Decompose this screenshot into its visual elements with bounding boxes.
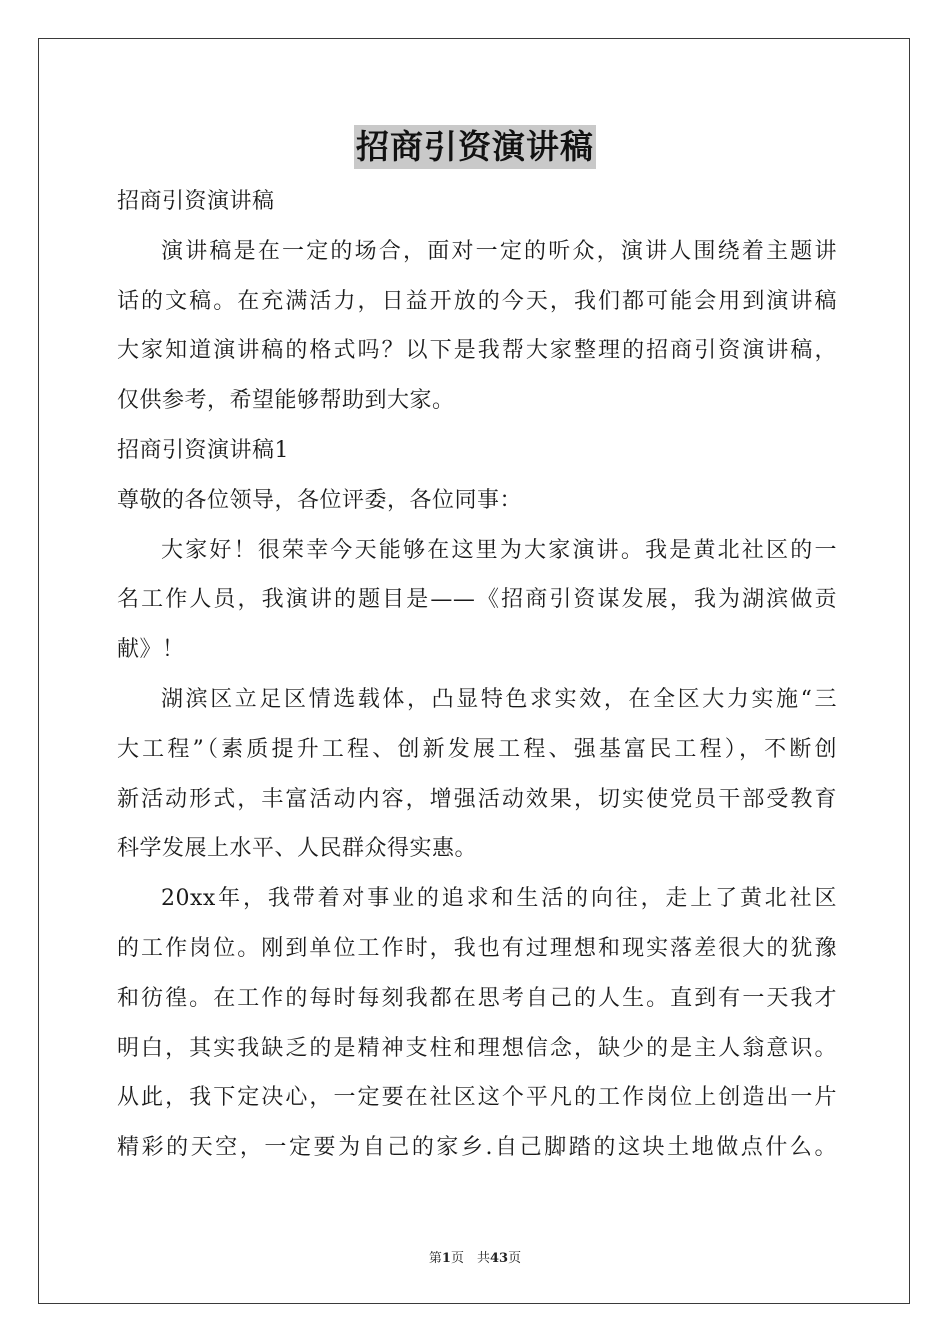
paragraph-line: 大家好！很荣幸今天能够在这里为大家演讲。我是黄北社区的一: [161, 537, 837, 563]
title-container: [0, 125, 950, 169]
subtitle-line: 招商引资演讲稿: [117, 189, 275, 214]
paragraph-line: 20xx年，我带着对事业的追求和生活的向往，走上了黄北社区: [161, 886, 837, 912]
footer-suffix: 页: [508, 1251, 522, 1266]
document-body: [117, 177, 837, 1173]
section-heading: 招商引资演讲稿1: [117, 437, 289, 463]
paragraph-line: 的工作岗位。刚到单位工作时，我也有过理想和现实落差很大的犹豫: [117, 935, 837, 961]
page-footer: [0, 1247, 950, 1266]
paragraph-line: 仅供参考，希望能够帮助到大家。: [117, 388, 455, 414]
footer-prefix: 第: [428, 1251, 442, 1266]
paragraph-line: 演讲稿是在一定的场合，面对一定的听众，演讲人围绕着主题讲: [161, 238, 837, 264]
paragraph-line: 大家知道演讲稿的格式吗？以下是我帮大家整理的招商引资演讲稿，: [117, 338, 837, 364]
footer-mid: 页 共: [450, 1251, 490, 1266]
paragraph-line: 名工作人员，我演讲的题目是——《招商引资谋发展，我为湖滨做贡: [117, 587, 837, 613]
paragraph-line: 科学发展上水平、人民群众得实惠。: [117, 836, 478, 862]
document-title: 招商引资演讲稿: [354, 125, 596, 169]
total-pages-number: 43: [489, 1251, 509, 1266]
paragraph-line: 献》！: [117, 637, 185, 663]
paragraph-line: 和彷徨。在工作的每时每刻我都在思考自己的人生。直到有一天我才: [117, 985, 837, 1011]
current-page-number: 1: [441, 1251, 451, 1266]
paragraph-line: 新活动形式，丰富活动内容，增强活动效果，切实使党员干部受教育: [117, 786, 837, 812]
paragraph-line: 从此，我下定决心，一定要在社区这个平凡的工作岗位上创造出一片: [117, 1085, 837, 1111]
paragraph-line: 湖滨区立足区情选载体，凸显特色求实效，在全区大力实施“三: [161, 686, 837, 712]
paragraph-line: 话的文稿。在充满活力，日益开放的今天，我们都可能会用到演讲稿: [117, 288, 837, 314]
paragraph-line: 大工程”（素质提升工程、创新发展工程、强基富民工程），不断创: [117, 736, 837, 762]
paragraph-line: 明白，其实我缺乏的是精神支柱和理想信念，缺少的是主人翁意识。: [117, 1035, 837, 1061]
salutation-line: 尊敬的各位领导，各位评委，各位同事：: [117, 487, 523, 513]
paragraph-line: 精彩的天空，一定要为自己的家乡.自己脚踏的这块土地做点什么。: [117, 1135, 837, 1161]
